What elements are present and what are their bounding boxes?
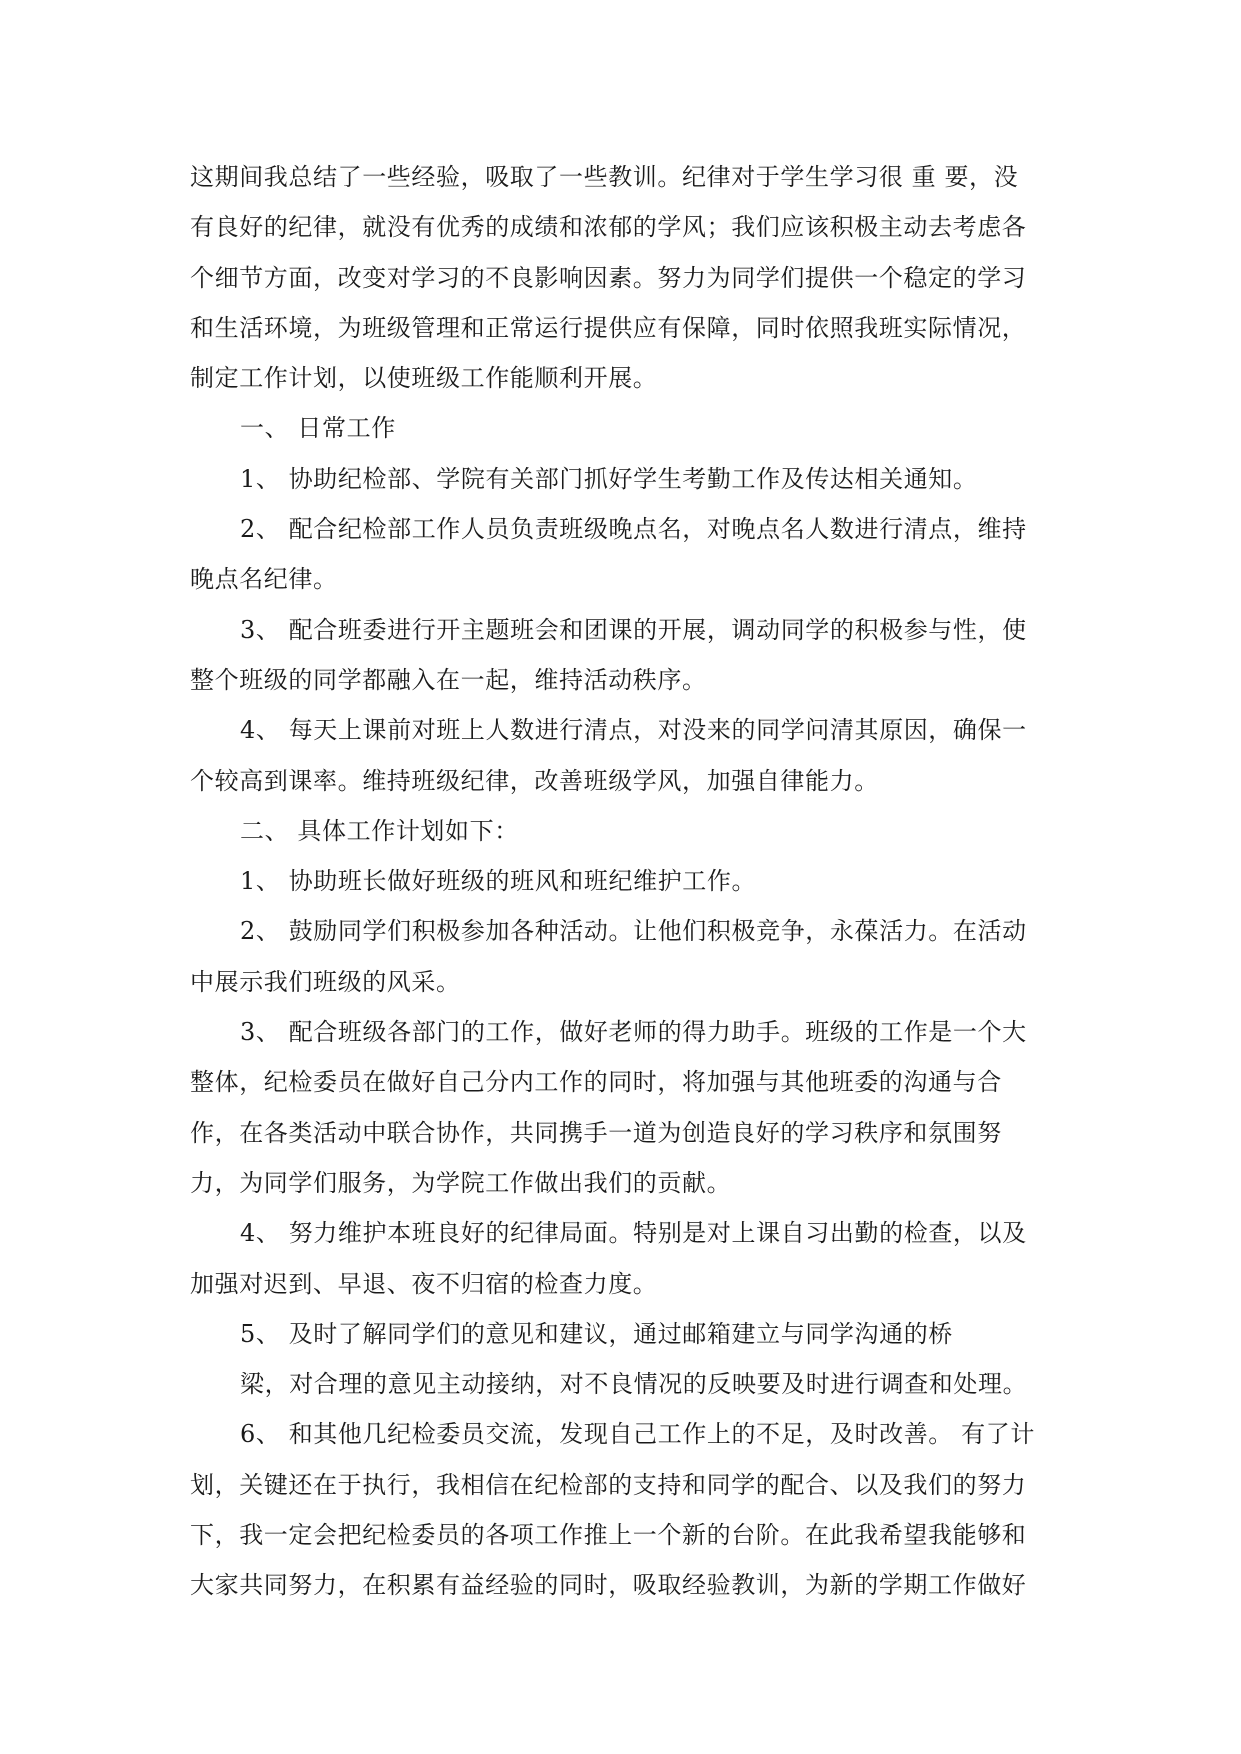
text-line: 大家共同努力，在积累有益经验的同时，吸取经验教训，为新的学期工作做好 (190, 1571, 1027, 1600)
text-line: 3、 配合班级各部门的工作，做好老师的得力助手。班级的工作是一个大 (240, 1018, 1027, 1047)
text-line: 作，在各类活动中联合协作，共同携手一道为创造良好的学习秩序和氛围努 (190, 1118, 1002, 1147)
text-line: 这期间我总结了一些经验，吸取了一些教训。纪律对于学生学习很 重 要，没 (190, 163, 1019, 191)
text-line: 晚点名纪律。 (190, 565, 338, 594)
text-line: 1、 协助纪检部、学院有关部门抓好学生考勤工作及传达相关通知。 (240, 464, 978, 493)
text-line: 整个班级的同学都融入在一起，维持活动秩序。 (190, 665, 707, 694)
text-line: 2、 配合纪检部工作人员负责班级晚点名，对晚点名人数进行清点，维持 (240, 515, 1027, 544)
text-line: 4、 努力维护本班良好的纪律局面。特别是对上课自习出勤的检查，以及 (240, 1219, 1027, 1248)
text-line: 1、 协助班长做好班级的班风和班纪维护工作。 (240, 867, 757, 896)
text-line: 力，为同学们服务，为学院工作做出我们的贡献。 (190, 1168, 732, 1197)
text-line: 二、 具体工作计划如下： (240, 816, 519, 845)
text-line: 2、 鼓励同学们积极参加各种活动。让他们积极竞争，永葆活力。在活动 (240, 917, 1027, 946)
text-line: 梁，对合理的意见主动接纳，对不良情况的反映要及时进行调查和处理。 (240, 1370, 1028, 1399)
text-line: 个较高到课率。维持班级纪律，改善班级学风，加强自律能力。 (190, 766, 879, 795)
text-line: 整体，纪检委员在做好自己分内工作的同时，将加强与其他班委的沟通与合 (190, 1068, 1002, 1097)
text-line: 有良好的纪律，就没有优秀的成绩和浓郁的学风；我们应该积极主动去考虑各 (190, 213, 1027, 242)
text-line: 4、 每天上课前对班上人数进行清点，对没来的同学问清其原因，确保一 (240, 716, 1027, 745)
text-line: 加强对迟到、早退、夜不归宿的检查力度。 (190, 1269, 658, 1298)
text-line: 5、 及时了解同学们的意见和建议，通过邮箱建立与同学沟通的桥 (240, 1319, 953, 1348)
text-line: 和生活环境，为班级管理和正常运行提供应有保障，同时依照我班实际情况， (190, 313, 1027, 342)
document-body (190, 152, 1050, 1611)
text-line: 6、 和其他几纪检委员交流，发现自己工作上的不足，及时改善。 有了计 (240, 1420, 1035, 1449)
text-line: 划，关键还在于执行，我相信在纪检部的支持和同学的配合、以及我们的努力 (190, 1470, 1027, 1499)
text-line: 下，我一定会把纪检委员的各项工作推上一个新的台阶。在此我希望我能够和 (190, 1521, 1027, 1550)
text-line: 中展示我们班级的风采。 (190, 967, 461, 996)
text-line: 制定工作计划，以使班级工作能顺利开展。 (190, 364, 658, 393)
text-line: 个细节方面，改变对学习的不良影响因素。努力为同学们提供一个稳定的学习 (190, 263, 1027, 292)
text-line: 3、 配合班委进行开主题班会和团课的开展，调动同学的积极参与性，使 (240, 615, 1027, 644)
text-line: 一、 日常工作 (240, 414, 396, 443)
